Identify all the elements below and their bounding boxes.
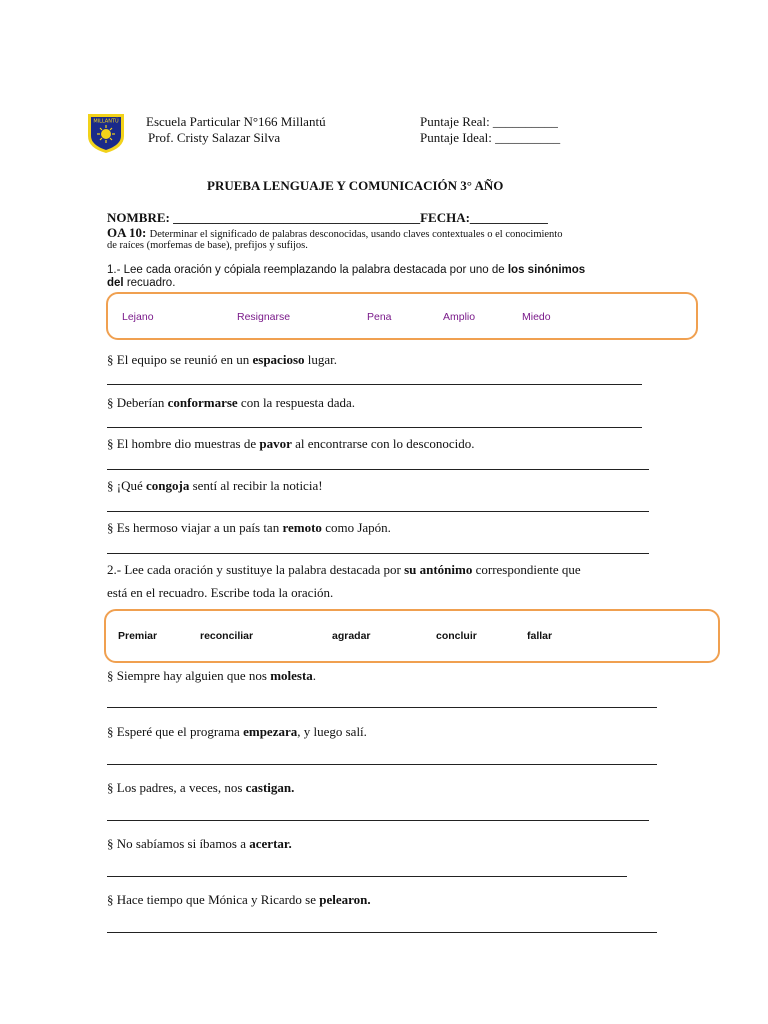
section2-instr-end: correspondiente que bbox=[472, 562, 581, 577]
school-name: Escuela Particular N°166 Millantú bbox=[146, 114, 326, 129]
antonym-word: Premiar bbox=[118, 630, 158, 642]
answer-line[interactable] bbox=[107, 384, 642, 385]
page-title: PRUEBA LENGUAJE Y COMUNICACIÓN 3° AÑO bbox=[207, 178, 504, 193]
antonyms-box bbox=[104, 609, 720, 663]
oa-objective bbox=[107, 225, 562, 241]
puntaje-ideal: Puntaje Ideal: __________ bbox=[420, 130, 561, 145]
exercise-sentence: § ¡Qué congoja sentí al recibir la noticia! bbox=[107, 478, 323, 493]
section1-instr-end: recuadro. bbox=[123, 277, 176, 289]
antonym-word: reconciliar bbox=[200, 630, 254, 642]
synonyms-box bbox=[106, 292, 698, 340]
school-logo bbox=[86, 112, 126, 154]
exercise-sentence: § No sabíamos si íbamos a acertar. bbox=[107, 836, 292, 851]
teacher-name: Prof. Cristy Salazar Silva bbox=[148, 130, 281, 145]
answer-line[interactable] bbox=[107, 932, 657, 933]
exercise-sentence: § Es hermoso viajar a un país tan remoto como Japón. bbox=[107, 520, 391, 535]
exercise-sentence: § Los padres, a veces, nos castigan. bbox=[107, 780, 295, 795]
section1-instruction-line2 bbox=[107, 277, 175, 289]
oa-text-line1: Determinar el significado de palabras desconocidas, usando claves contextuales o el conocimiento bbox=[149, 229, 563, 240]
synonym-word: Amplio bbox=[443, 311, 476, 323]
synonym-word: Pena bbox=[367, 311, 392, 323]
exercise-sentence: § El hombre dio muestras de pavor al encontrarse con lo desconocido. bbox=[107, 436, 475, 451]
exercise-sentence: § Esperé que el programa empezara, y luego salí. bbox=[107, 724, 367, 739]
answer-line[interactable] bbox=[107, 427, 642, 428]
answer-line[interactable] bbox=[107, 876, 627, 877]
answer-line[interactable] bbox=[107, 553, 649, 554]
oa-text-line2: de raíces (morfemas de base), prefijos y sufijos. bbox=[107, 240, 308, 251]
answer-line[interactable] bbox=[107, 511, 649, 512]
synonym-word: Resignarse bbox=[237, 311, 291, 323]
synonym-word: Miedo bbox=[522, 311, 551, 323]
puntaje-real: Puntaje Real: __________ bbox=[420, 114, 558, 129]
antonym-word: concluir bbox=[436, 630, 477, 642]
section2-instruction-line2: está en el recuadro. Escribe toda la oración. bbox=[107, 585, 334, 600]
answer-line[interactable] bbox=[107, 469, 649, 470]
exercise-sentence: § Siempre hay alguien que nos molesta. bbox=[107, 668, 317, 683]
section2-instruction bbox=[107, 562, 581, 578]
section2-instr-bold: su antónimo bbox=[404, 562, 473, 577]
section1-instruction bbox=[107, 264, 585, 276]
antonym-word: agradar bbox=[332, 630, 371, 642]
section1-instr-text: 1.- Lee cada oración y cópiala reemplazando la palabra destacada por uno de bbox=[107, 264, 508, 276]
exercise-sentence: § El equipo se reunió en un espacioso lugar. bbox=[107, 352, 337, 367]
antonym-word: fallar bbox=[527, 630, 553, 642]
exercise-sentence: § Deberían conformarse con la respuesta dada. bbox=[107, 395, 355, 410]
section1-instr-bold2: del bbox=[107, 277, 124, 289]
answer-line[interactable] bbox=[107, 764, 657, 765]
svg-text:MILLANTÚ: MILLANTÚ bbox=[93, 118, 119, 125]
answer-line[interactable] bbox=[107, 820, 649, 821]
exercise-sentence: § Hace tiempo que Mónica y Ricardo se pelearon. bbox=[107, 892, 371, 907]
synonym-word: Lejano bbox=[122, 311, 154, 323]
section1-instr-bold: los sinónimos bbox=[507, 264, 586, 276]
oa-label: OA 10: bbox=[107, 225, 147, 240]
section2-instr-text: 2.- Lee cada oración y sustituye la palabra destacada por bbox=[107, 562, 405, 577]
answer-line[interactable] bbox=[107, 707, 657, 708]
nombre-fecha-line: NOMBRE: ______________________________________FECHA:____________ bbox=[107, 210, 548, 225]
